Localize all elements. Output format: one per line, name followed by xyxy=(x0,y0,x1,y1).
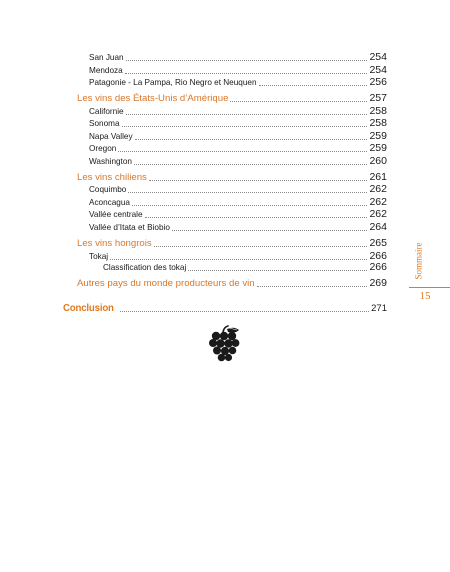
toc-entry-vallee-centrale[interactable] xyxy=(89,207,387,220)
toc-entry-label: Vallée d’Itata et Biobio xyxy=(89,223,170,232)
toc-entry-label: Aconcagua xyxy=(89,198,130,207)
toc-section-label: Les vins hongrois xyxy=(77,238,152,249)
toc-entry-label: Napa Valley xyxy=(89,132,133,141)
toc-section-label: Les vins chiliens xyxy=(77,172,147,183)
toc-section-label: Autres pays du monde producteurs de vin xyxy=(77,278,255,289)
toc-entry-label: Tokaj xyxy=(89,252,109,261)
toc-entry-label: Patagonie - La Pampa, Rio Negro et Neuquen xyxy=(89,78,257,87)
dot-leader xyxy=(122,126,368,127)
dot-leader xyxy=(259,85,368,86)
dot-leader xyxy=(125,73,368,74)
toc-entry-san-juan[interactable] xyxy=(89,50,387,63)
dot-leader xyxy=(135,139,368,140)
toc-entry-label: Californie xyxy=(89,107,124,116)
dot-leader xyxy=(118,151,367,152)
toc-entry-page: 254 xyxy=(369,64,387,76)
toc-entry-page: 262 xyxy=(369,183,387,195)
toc-entry-label: Oregon xyxy=(89,144,117,153)
dot-leader xyxy=(126,60,368,61)
toc-entry-washington[interactable] xyxy=(89,154,387,167)
toc-section-hongrois[interactable] xyxy=(77,236,387,249)
dot-leader xyxy=(126,114,368,115)
toc-section-autres-pays[interactable] xyxy=(77,276,387,289)
page-number: 15 xyxy=(419,290,431,302)
dot-leader xyxy=(149,180,368,181)
dot-leader xyxy=(145,217,368,218)
dot-leader xyxy=(172,230,368,231)
sommaire-label: Sommaire xyxy=(413,242,423,279)
toc-entry-coquimbo[interactable] xyxy=(89,182,387,195)
toc-chapter-conclusion[interactable] xyxy=(63,301,387,314)
toc-entry-page: 254 xyxy=(369,51,387,63)
toc-entry-page: 265 xyxy=(369,237,387,249)
toc-entry-page: 258 xyxy=(369,117,387,129)
toc-entry-sonoma[interactable] xyxy=(89,116,387,129)
toc-entry-page: 269 xyxy=(369,277,387,289)
toc-entry-page: 262 xyxy=(369,196,387,208)
sidebar-divider xyxy=(409,287,450,288)
toc-section-etats-unis[interactable] xyxy=(77,91,387,104)
toc-entry-oregon[interactable] xyxy=(89,141,387,154)
toc-entry-page: 264 xyxy=(369,221,387,233)
toc-entry-page: 256 xyxy=(369,76,387,88)
toc-entry-label: Washington xyxy=(89,157,132,166)
toc-entry-page: 271 xyxy=(371,303,387,314)
dot-leader xyxy=(230,101,367,102)
dot-leader xyxy=(154,246,368,247)
toc-entry-label: Classification des tokaj xyxy=(103,263,187,272)
toc-chapter-label: Conclusion xyxy=(63,302,114,314)
dot-leader xyxy=(132,205,367,206)
toc-entry-page: 259 xyxy=(369,142,387,154)
toc-entry-page: 259 xyxy=(369,130,387,142)
toc-entry-page: 261 xyxy=(369,171,387,183)
toc-entry-page: 258 xyxy=(369,105,387,117)
toc-entry-page: 262 xyxy=(369,208,387,220)
grape-cluster-icon xyxy=(209,325,241,363)
toc-entry-page: 266 xyxy=(369,261,387,273)
toc-entry-label: Vallée centrale xyxy=(89,210,143,219)
toc-entry-vallee-itata[interactable] xyxy=(89,220,387,233)
dot-leader xyxy=(257,286,368,287)
toc-entry-page: 266 xyxy=(369,250,387,262)
toc-entry-page: 260 xyxy=(369,155,387,167)
dot-leader xyxy=(134,164,368,165)
toc-entry-label: San Juan xyxy=(89,53,124,62)
toc-entry-label: Mendoza xyxy=(89,66,123,75)
sidebar-section-label xyxy=(411,237,425,284)
toc-entry-page: 257 xyxy=(369,92,387,104)
dot-leader xyxy=(188,270,367,271)
toc-entry-classification-tokaj[interactable] xyxy=(103,260,387,273)
dot-leader xyxy=(128,192,367,193)
dot-leader xyxy=(120,311,369,312)
toc-section-label: Les vins des États-Unis d’Amérique xyxy=(77,93,229,104)
toc-entry-label: Coquimbo xyxy=(89,185,127,194)
toc-entry-label: Sonoma xyxy=(89,119,120,128)
toc-entry-patagonie[interactable] xyxy=(89,75,387,88)
